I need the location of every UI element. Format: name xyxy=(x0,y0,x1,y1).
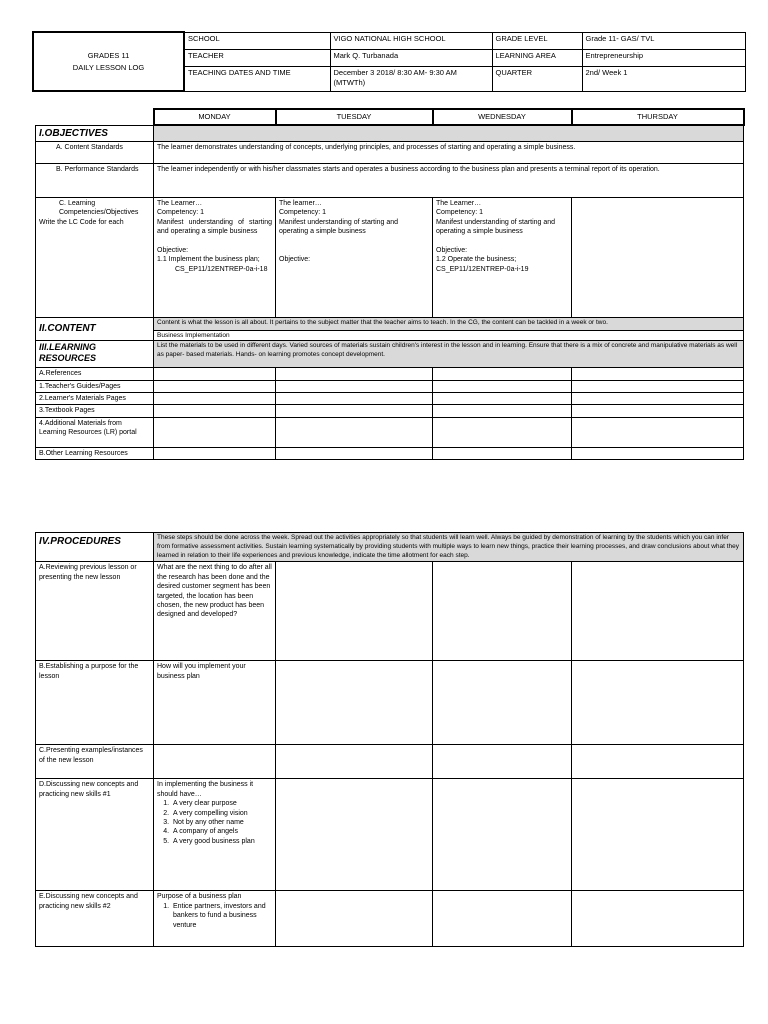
objectives-heading: I.OBJECTIVES xyxy=(36,125,154,142)
title-log: DAILY LESSON LOG xyxy=(72,62,145,72)
wed-learner: The Learner… xyxy=(436,200,482,207)
lesson-table xyxy=(35,108,745,460)
content-standards-text: The learner demonstrates understanding of concepts, underlying principles, and processes of starting and operating a simple business. xyxy=(154,142,744,164)
content-heading: II.CONTENT xyxy=(36,318,154,341)
procedures-table xyxy=(35,532,744,947)
school-value: VIGO NATIONAL HIGH SCHOOL xyxy=(330,32,492,49)
log-title xyxy=(33,32,184,91)
resources-row-teachers-guides: 1.Teacher's Guides/Pages xyxy=(36,380,154,392)
resources-description: List the materials to be used in different days. Varied sources of materials sustain children's interest in the lesson and in learning. Ensure that there is a mix of concrete and manipulative materials as well as paper- based materials. Hands- on learning promotes concept development. xyxy=(154,341,744,368)
mon-manifest: Manifest understanding of starting and operating a simple business xyxy=(157,218,272,236)
content-description: Content is what the lesson is all about. It pertains to the subject matter that the teacher aims to teach. In the CG, the content can be tackled in a week or two. xyxy=(154,318,744,331)
resources-row-learners-materials: 2.Learner's Materials Pages xyxy=(36,393,154,405)
proc-d-item: 1. A very clear purpose xyxy=(171,799,272,808)
quarter-label: QUARTER xyxy=(492,66,582,91)
wed-manifest: Manifest understanding of starting and operating a simple business xyxy=(436,218,556,236)
tuesday-competency xyxy=(276,198,433,318)
proc-d-monday xyxy=(154,779,276,891)
day-wednesday: WEDNESDAY xyxy=(433,109,572,125)
area-value: Entrepreneurship xyxy=(582,49,745,66)
lc-code-note: Write the LC Code for each xyxy=(39,218,124,226)
proc-e-monday xyxy=(154,891,276,947)
resources-row-other: B.Other Learning Resources xyxy=(36,447,154,459)
dates-label: TEACHING DATES AND TIME xyxy=(184,66,330,91)
proc-e-label: E.Discussing new concepts and practicing new skills #2 xyxy=(36,891,154,947)
title-grades: GRADES 11 xyxy=(87,50,130,60)
school-label: SCHOOL xyxy=(184,32,330,49)
proc-b-monday: How will you implement your business plan xyxy=(154,661,276,745)
monday-competency xyxy=(154,198,276,318)
proc-a-label: A.Reviewing previous lesson or presenting the new lesson xyxy=(36,562,154,661)
procedures-description: These steps should be done across the week. Spread out the activities appropriately so that students will learn well. Always be guided by demonstration of learning by the students which you can infer from formative assessment activities. Sustain learning systematically by providing students with multiple ways to learn new things, practice their learning processes, and draw conclusions about what they learned in relation to their life experiences and previous knowledge, indicate the time allotment for each step. xyxy=(154,533,744,562)
content-value: Business Implementation xyxy=(154,331,744,341)
dates-value: December 3 2018/ 8:30 AM- 9:30 AM (MTWTh) xyxy=(330,66,492,91)
proc-d-label: D.Discussing new concepts and practicing new skills #1 xyxy=(36,779,154,891)
day-thursday: THURSDAY xyxy=(572,109,744,125)
proc-d-list xyxy=(157,799,272,846)
wed-lc-code: CS_EP11/12ENTREP-0a-i-19 xyxy=(436,265,529,273)
wed-objective-label: Objective: xyxy=(436,246,468,254)
performance-standards-label: B. Performance Standards xyxy=(36,164,154,198)
thursday-competency xyxy=(572,198,744,318)
header-table xyxy=(32,31,746,92)
proc-e-list xyxy=(157,902,272,930)
proc-a-monday: What are the next thing to do after all the research has been done and the desired customer segment has been targeted, the location has been chosen, the new product has been designed and developed? xyxy=(154,562,276,661)
resources-heading: III.LEARNING RESOURCES xyxy=(36,341,154,368)
proc-e-intro: Purpose of a business plan xyxy=(157,893,242,901)
tue-manifest: Manifest understanding of starting and operating a simple business xyxy=(279,218,399,236)
mon-objective-label: Objective: xyxy=(157,246,189,254)
proc-d-item: 4. A company of angels xyxy=(171,827,272,836)
proc-d-intro: In implementing the business it should have… xyxy=(157,781,254,798)
grade-value: Grade 11- GAS/ TVL xyxy=(582,32,745,49)
corner-blank xyxy=(36,109,154,125)
competencies-label: C. Learning Competencies/Objectives xyxy=(59,200,139,217)
proc-c-label: C.Presenting examples/instances of the new lesson xyxy=(36,745,154,779)
day-monday: MONDAY xyxy=(154,109,276,125)
day-tuesday: TUESDAY xyxy=(276,109,433,125)
tue-objective-label: Objective: xyxy=(279,255,311,263)
mon-objective: 1.1 Implement the business plan; xyxy=(157,256,260,264)
proc-d-item: 3. Not by any other name xyxy=(171,818,272,827)
wednesday-competency xyxy=(433,198,572,318)
procedures-heading: IV.PROCEDURES xyxy=(36,533,154,562)
mon-competency: Competency: 1 xyxy=(157,209,205,217)
tue-competency: Competency: 1 xyxy=(279,209,327,217)
proc-b-label: B.Establishing a purpose for the lesson xyxy=(36,661,154,745)
area-label: LEARNING AREA xyxy=(492,49,582,66)
content-standards-label: A. Content Standards xyxy=(36,142,154,164)
teacher-label: TEACHER xyxy=(184,49,330,66)
resources-row-references: A.References xyxy=(36,368,154,380)
mon-learner: The Learner… xyxy=(157,200,203,207)
performance-standards-text: The learner independently or with his/her classmates starts and operates a business according to the business plan and presents a terminal report of its operation. xyxy=(154,164,744,198)
tue-learner: The learner… xyxy=(279,200,322,207)
proc-d-item: 5. A very good business plan xyxy=(171,837,272,846)
teacher-value: Mark Q. Turbanada xyxy=(330,49,492,66)
resources-row-additional: 4.Additional Materials from Learning Resources (LR) portal xyxy=(36,417,154,447)
competencies-label-cell xyxy=(36,198,154,318)
resources-row-textbook: 3.Textbook Pages xyxy=(36,405,154,417)
grade-label: GRADE LEVEL xyxy=(492,32,582,49)
wed-competency: Competency: 1 xyxy=(436,209,484,217)
wed-objective: 1.2 Operate the business; xyxy=(436,256,517,264)
mon-lc-code: CS_EP11/12ENTREP-0a-i-18 xyxy=(175,265,268,273)
proc-d-item: 2. A very compelling vision xyxy=(171,809,272,818)
proc-e-item: 1. Entice partners, investors and bankers to fund a business venture xyxy=(171,902,272,930)
quarter-value: 2nd/ Week 1 xyxy=(582,66,745,91)
objectives-gray xyxy=(154,125,744,142)
